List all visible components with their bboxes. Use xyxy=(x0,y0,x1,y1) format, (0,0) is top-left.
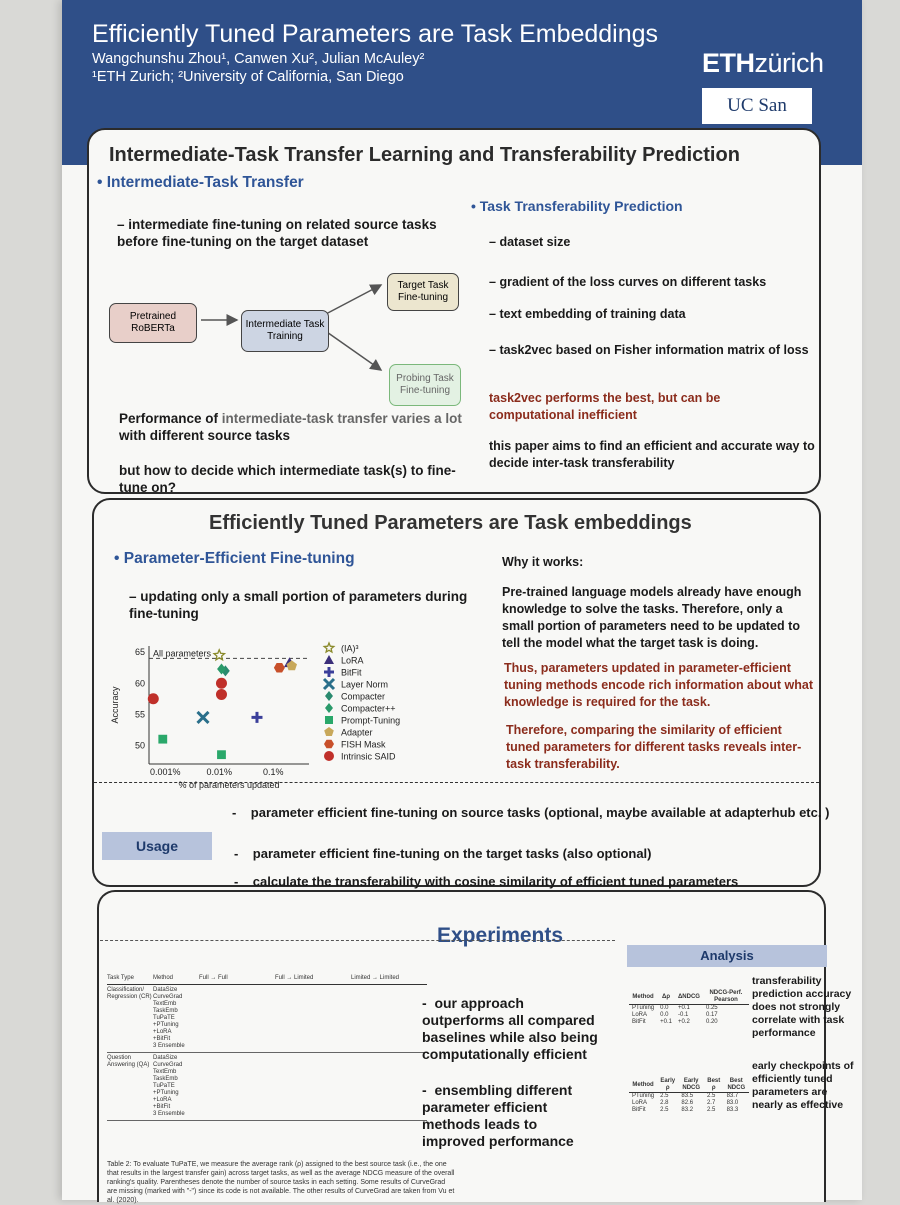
right-point-1: – dataset size xyxy=(489,235,571,249)
data-point xyxy=(217,750,226,759)
table-row xyxy=(629,1093,749,1101)
right-point-2: – gradient of the loss curves on different tasks xyxy=(489,275,767,289)
table-group-label: Question Answering (QA) xyxy=(107,1055,150,1068)
analysis-table-cell: 2.7 xyxy=(706,1100,716,1106)
analysis-table-cell: 83.5 xyxy=(681,1093,694,1099)
x-tick-label: 0.1% xyxy=(262,767,284,777)
analysis-table-cell: 2.8 xyxy=(660,1100,669,1106)
analysis-table-cell: BitFit xyxy=(632,1019,646,1025)
analysis-table-header-cell: Method xyxy=(629,990,657,1005)
probing-box: Probing Task Fine-tuning xyxy=(389,364,461,406)
usage-label: Usage xyxy=(102,832,212,860)
th-task-type: Task Type xyxy=(107,975,134,981)
legend-marker xyxy=(324,643,334,652)
paper-aim: this paper aims to find an efficient and accurate way to decide inter-task transferability xyxy=(489,439,815,470)
analysis-table-cell: PTuning xyxy=(632,1093,655,1099)
affiliations: ¹ETH Zurich; ²University of California, San Diego xyxy=(92,69,404,85)
usage-item-2-text: parameter efficient fine-tuning on the target tasks (also optional) xyxy=(252,846,652,861)
table-row: TextEmb xyxy=(153,1001,177,1007)
analysis-table-cell: 83.0 xyxy=(726,1100,739,1106)
section2-left-heading: • Parameter-Efficient Fine-tuning xyxy=(114,550,355,567)
legend-label: Intrinsic SAID xyxy=(341,751,396,762)
section2-left-point-text: updating only a small portion of parameters during fine-tuning xyxy=(129,589,468,621)
right-point-4-text: task2vec based on Fisher information matrix of loss xyxy=(499,343,809,357)
ucsd-logo: UC San xyxy=(702,88,812,124)
analysis-table-cell: 2.5 xyxy=(706,1107,716,1113)
analysis-table-2 xyxy=(629,1078,749,1114)
eth-logo-rest: zürich xyxy=(754,48,824,78)
th-limited-limited: Limited → Limited xyxy=(351,975,400,981)
table-row: +LoRA xyxy=(153,1097,172,1103)
legend-label: Layer Norm xyxy=(341,679,389,690)
right-point-4: – task2vec based on Fisher information matrix of loss xyxy=(489,343,809,357)
data-point xyxy=(251,712,262,723)
legend-marker xyxy=(324,679,334,689)
x-tick-label: 0.001% xyxy=(149,767,181,777)
analysis-table-cell: 0.20 xyxy=(705,1019,718,1025)
section1-title: Intermediate-Task Transfer Learning and Transferability Prediction xyxy=(109,144,740,166)
eth-logo-bold: ETH xyxy=(702,48,755,78)
analysis-table-header xyxy=(629,990,749,1005)
legend-label: LoRA xyxy=(341,655,364,666)
analysis-table-header-cell: NDCG-Perf. Pearson xyxy=(703,990,749,1005)
y-tick-label: 50 xyxy=(134,740,145,751)
section1-left-point: – intermediate fine-tuning on related source tasks before fine-tuning on the target dataset xyxy=(117,217,437,249)
section-transfer xyxy=(87,128,821,494)
claim-2: - ensembling different parameter efficient methods leads to improved performance xyxy=(422,1082,574,1149)
analysis-table-header-cell: Δρ xyxy=(657,990,675,1005)
results-table-header xyxy=(107,975,427,985)
analysis-table-cell: -0.1 xyxy=(677,1012,689,1018)
analysis-table-cell: BitFit xyxy=(632,1107,646,1113)
table-row: 3 Ensemble xyxy=(153,1043,185,1049)
legend-marker xyxy=(324,655,334,664)
analysis-table-cell: 83.2 xyxy=(681,1107,694,1113)
poster-title: Efficiently Tuned Parameters are Task Embeddings xyxy=(92,20,659,48)
table-row: +PTuning xyxy=(153,1090,179,1096)
analysis-note-2: early checkpoints of efficiently tuned parameters are nearly as effective xyxy=(752,1060,854,1111)
usage-item-3: - calculate the transferability with cosine similarity of efficient tuned parameters xyxy=(234,874,739,889)
section1-left-heading: • Intermediate-Task Transfer xyxy=(97,174,304,191)
section1-left-point-text: intermediate fine-tuning on related source tasks before fine-tuning on the target dataset xyxy=(117,217,437,249)
usage-item-1-text: parameter efficient fine-tuning on source tasks (optional, maybe available at adapterhub etc. ) xyxy=(250,805,830,820)
analysis-table-cell: +0.1 xyxy=(677,1005,690,1011)
analysis-table xyxy=(629,990,749,1026)
section3-title: Experiments xyxy=(437,924,564,947)
claim-1-text: our approach outperforms all compared baselines while also being computationally efficient xyxy=(422,995,598,1062)
y-tick-label: 60 xyxy=(134,678,145,689)
table-row: TuPaTE xyxy=(153,1083,175,1089)
intermediate-box: Intermediate Task Training xyxy=(241,310,329,352)
table-row xyxy=(629,1005,749,1013)
legend-marker xyxy=(325,703,333,713)
y-tick-label: 65 xyxy=(134,647,145,658)
section2-title: Efficiently Tuned Parameters are Task embeddings xyxy=(209,512,692,534)
usage-divider xyxy=(94,782,819,783)
arrow-to-target xyxy=(324,285,381,315)
performance-note-c: with different source tasks xyxy=(119,428,291,443)
table-row xyxy=(629,1012,749,1019)
analysis-table-header-cell: Method xyxy=(629,1078,657,1093)
table-row: TaskEmb xyxy=(153,1076,178,1082)
data-point xyxy=(216,678,227,689)
analysis-table-cell: 83.3 xyxy=(726,1107,739,1113)
th-method: Method xyxy=(153,975,174,981)
right-point-2-text: gradient of the loss curves on different tasks xyxy=(499,275,767,289)
results-table-body xyxy=(107,985,427,1121)
y-tick-label: 55 xyxy=(134,709,145,720)
table-row: DataSize xyxy=(153,987,178,993)
data-point xyxy=(216,689,227,700)
x-tick-label: 0.01% xyxy=(206,767,233,777)
legend-label: Prompt-Tuning xyxy=(341,715,401,726)
why-heading: Why it works: xyxy=(502,555,584,569)
performance-note-a: Performance of xyxy=(119,411,222,426)
table-row xyxy=(629,1107,749,1114)
legend-marker xyxy=(325,716,333,724)
scatter-chart xyxy=(104,638,484,798)
legend-label: Compacter xyxy=(341,691,386,702)
analysis-table-header-cell: ΔNDCG xyxy=(675,990,703,1005)
section2-left-heading-text: Parameter-Efficient Fine-tuning xyxy=(123,550,355,567)
analysis-table-cell: 83.7 xyxy=(726,1093,739,1099)
table-row xyxy=(629,1100,749,1107)
table-row: CurveGrad xyxy=(153,994,183,1000)
analysis-table-cell: 2.5 xyxy=(706,1093,716,1099)
analysis-table-header-cell: Early ρ xyxy=(657,1078,678,1093)
legend-label: (IA)³ xyxy=(341,643,359,654)
legend-marker xyxy=(324,727,334,736)
eth-logo xyxy=(702,48,824,79)
analysis-table-cell: 0.25 xyxy=(705,1005,718,1011)
performance-note xyxy=(119,410,479,444)
table-group xyxy=(107,1053,427,1121)
arrow-to-probing xyxy=(324,330,381,370)
data-point xyxy=(274,663,285,673)
legend-marker xyxy=(324,751,334,761)
table-caption: Table 2: To evaluate TuPaTE, we measure the average rank (ρ) assigned to the best source task (i.e., the one that results in the largest transfer gain) across target tasks, as well as the average NDCG measure of the overall ranking's quality. Parentheses denote the number of source tasks in each setting. Some results of CurveGrad are missing (marked with "-") since its code is not available. The other results of CurveGrad are taken from Vu et al. (2020). xyxy=(107,1161,455,1204)
authors: Wangchunshu Zhou¹, Canwen Xu², Julian McAuley² xyxy=(92,51,425,67)
pretrained-box: Pretrained RoBERTa xyxy=(109,303,197,343)
claim-2-text: ensembling different parameter efficient methods leads to improved performance xyxy=(422,1082,574,1149)
analysis-table-1 xyxy=(629,990,749,1026)
table-row: DataSize xyxy=(153,1055,178,1061)
author-block xyxy=(92,50,424,86)
table-group-label: Classification/ Regression (CR) xyxy=(107,987,152,1000)
legend-label: Adapter xyxy=(341,727,373,738)
analysis-table-cell: +0.1 xyxy=(660,1019,672,1025)
analysis-table-header-cell: Best NDCG xyxy=(724,1078,749,1093)
analysis-table-cell: 82.6 xyxy=(681,1100,694,1106)
table-row: TuPaTE xyxy=(153,1015,175,1021)
analysis-table-1-body xyxy=(629,990,749,1026)
poster xyxy=(62,0,862,1204)
analysis-table-cell: 0.17 xyxy=(705,1012,718,1018)
th-full-full: Full → Full xyxy=(199,975,228,981)
results-table xyxy=(107,975,427,1121)
th-full-limited: Full → Limited xyxy=(275,975,314,981)
analysis-table-cell: LoRA xyxy=(632,1012,648,1018)
table-row: CurveGrad xyxy=(153,1062,183,1068)
analysis-table-header-cell: Early NDCG xyxy=(678,1078,704,1093)
analysis-table-cell: 2.5 xyxy=(660,1093,669,1099)
target-box: Target Task Fine-tuning xyxy=(387,273,459,311)
section1-right-heading: • Task Transferability Prediction xyxy=(471,198,683,214)
performance-note-b: intermediate-task transfer varies a lot xyxy=(221,411,462,426)
why-text: Pre-trained language models already have enough knowledge to solve the tasks. Therefore, only a small portion of parameters need to be updated to tell the model what the target task is doing. xyxy=(502,585,802,650)
section1-left-heading-text: Intermediate-Task Transfer xyxy=(106,174,304,191)
all-parameters-label: All parameters xyxy=(153,648,212,659)
usage-item-3-text: calculate the transferability with cosine similarity of efficient tuned parameters xyxy=(252,874,739,889)
data-point xyxy=(158,735,167,744)
table-row: +BitFit xyxy=(153,1104,171,1110)
analysis-table-header xyxy=(629,1078,749,1093)
legend-marker xyxy=(325,691,333,701)
data-point xyxy=(148,693,159,704)
claim-1: - our approach outperforms all compared baselines while also being computationally efficient xyxy=(422,995,598,1062)
section1-right-heading-text: Task Transferability Prediction xyxy=(479,198,683,214)
table-row: TextEmb xyxy=(153,1069,177,1075)
analysis-table-cell: PTuning xyxy=(632,1005,655,1011)
usage-item-1: - parameter efficient fine-tuning on source tasks (optional, maybe available at adapterhub etc. ) xyxy=(232,805,830,820)
analysis-table-2-body xyxy=(629,1078,749,1114)
legend-marker xyxy=(324,740,334,749)
table-row: +PTuning xyxy=(153,1022,179,1028)
why-red-1: Thus, parameters updated in parameter-efficient tuning methods encode rich information about what knowledge is required for the task. xyxy=(504,661,814,709)
question-note: but how to decide which intermediate task(s) to fine-tune on? xyxy=(119,463,456,495)
legend-marker xyxy=(324,667,334,677)
analysis-table-cell: +0.2 xyxy=(677,1019,690,1025)
table-row: +LoRA xyxy=(153,1029,172,1035)
analysis-label: Analysis xyxy=(627,945,827,967)
table-row: +BitFit xyxy=(153,1036,171,1042)
table-row: 3 Ensemble xyxy=(153,1111,185,1117)
legend-label: Compacter++ xyxy=(341,703,396,714)
legend-label: BitFit xyxy=(341,667,362,678)
analysis-table-cell: 0.0 xyxy=(660,1012,669,1018)
task2vec-note: task2vec performs the best, but can be computational inefficient xyxy=(489,391,721,422)
data-point xyxy=(197,712,208,723)
analysis-table xyxy=(629,1078,749,1114)
right-point-1-text: dataset size xyxy=(499,235,571,249)
y-axis-label: Accuracy xyxy=(110,686,120,724)
analysis-table-cell: 0.0 xyxy=(660,1005,669,1011)
x-axis-label: % of parameters updated xyxy=(178,780,280,790)
table-row xyxy=(629,1019,749,1026)
analysis-table-cell: LoRA xyxy=(632,1100,648,1106)
table-row: TaskEmb xyxy=(153,1008,178,1014)
legend-label: FISH Mask xyxy=(341,739,386,750)
right-point-3: – text embedding of training data xyxy=(489,307,686,321)
right-point-3-text: text embedding of training data xyxy=(499,307,686,321)
section-tuned-parameters xyxy=(92,498,821,887)
usage-item-2: - parameter efficient fine-tuning on the target tasks (also optional) xyxy=(234,846,652,861)
analysis-table-header-cell: Best ρ xyxy=(704,1078,724,1093)
analysis-table-cell: 2.5 xyxy=(660,1107,669,1113)
table-group xyxy=(107,985,427,1053)
section2-left-point: – updating only a small portion of parameters during fine-tuning xyxy=(129,589,468,621)
why-red-2: Therefore, comparing the similarity of efficient tuned parameters for different tasks reveals inter-task transferability. xyxy=(506,723,802,771)
analysis-note-1: transferability prediction accuracy does not strongly correlate with task performance xyxy=(752,975,852,1039)
